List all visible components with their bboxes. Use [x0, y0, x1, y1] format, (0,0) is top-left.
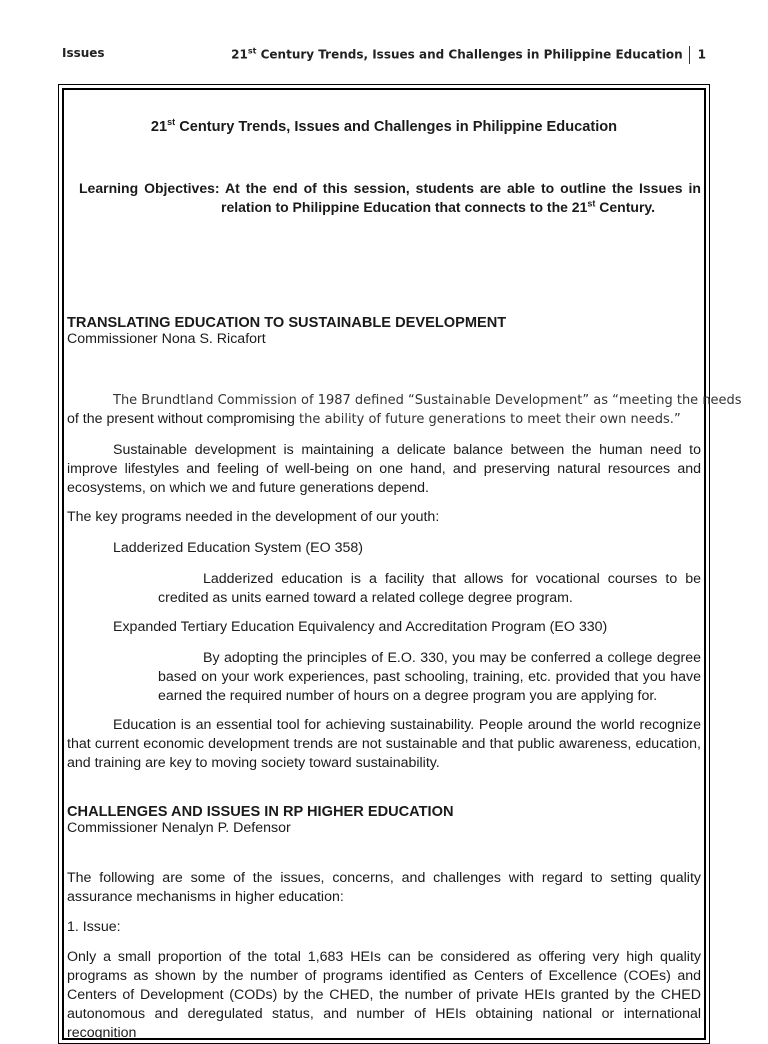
issue-1-label: 1. Issue: — [67, 919, 121, 935]
header-section-label: Issues — [62, 46, 105, 60]
objectives-line-2: relation to Philippine Education that connects to the 21st Century. — [221, 198, 656, 215]
key-programs-intro: The key programs needed in the development of our youth: — [67, 509, 440, 525]
section-byline-ricafort: Commissioner Nona S. Ricafort — [67, 331, 266, 347]
program-item-eteeap: Expanded Tertiary Education Equivalency and Accreditation Program (EO 330) — [113, 619, 608, 635]
sustainable-development-paragraph: Sustainable development is maintaining a delicate balance between the human need to improve lifestyles and feeling of well-being on one hand, and preserving natural resources and ecosystems, on which we and future generations depend. — [67, 442, 701, 496]
objectives-line-1: Learning Objectives: At the end of this session, students are able to outline the Issues in — [79, 180, 701, 196]
issues-intro-paragraph: The following are some of the issues, concerns, and challenges with regard to setting quality assurance mechanisms in higher education: — [67, 870, 701, 905]
program-item-ladderized: Ladderized Education System (EO 358) — [113, 540, 363, 556]
section-heading-sustainable-development: TRANSLATING EDUCATION TO SUSTAINABLE DEVELOPMENT — [67, 315, 507, 331]
program-desc-ladderized: Ladderized education is a facility that allows for vocational courses to be credited as units earned toward a related college degree program. — [158, 571, 701, 606]
section-heading-higher-education: CHALLENGES AND ISSUES IN RP HIGHER EDUCATION — [67, 804, 454, 820]
document-title: 21st Century Trends, Issues and Challenges in Philippine Education — [150, 117, 618, 135]
education-sustainability-paragraph: Education is an essential tool for achieving sustainability. People around the world recognize that current economic development trends are not sustainable and that public awareness, education, and training are key to moving society toward sustainability. — [67, 717, 701, 771]
learning-objectives — [79, 179, 701, 217]
header-divider — [689, 46, 690, 64]
header-document-title: 21st Century Trends, Issues and Challenges in Philippine Education 1 — [231, 46, 706, 64]
page-header — [0, 44, 768, 64]
brundtland-line-2: of the present without compromising the ability of future generations to meet their own needs.” — [67, 411, 681, 427]
issue-1-paragraph: Only a small proportion of the total 1,683 HEIs can be considered as offering very high quality programs as shown by the number of programs identified as Centers of Excellence (COEs) and Centers of Development (CODs) by the CHED, the number of private HEIs granted by the CHED autonomous and deregulated status, and number of HEIs obtaining national or international recognition — [67, 949, 701, 1041]
brundtland-paragraph — [67, 391, 742, 429]
brundtland-line-1: The Brundtland Commission of 1987 defined “Sustainable Development” as “meeting the needs — [113, 393, 742, 408]
page-number: 1 — [697, 47, 706, 62]
program-desc-eteeap: By adopting the principles of E.O. 330, you may be conferred a college degree based on your work experiences, past schooling, training, etc. provided that you have earned the required number of hours on a degree program you are applying for. — [158, 650, 701, 704]
section-byline-defensor: Commissioner Nenalyn P. Defensor — [67, 820, 291, 836]
